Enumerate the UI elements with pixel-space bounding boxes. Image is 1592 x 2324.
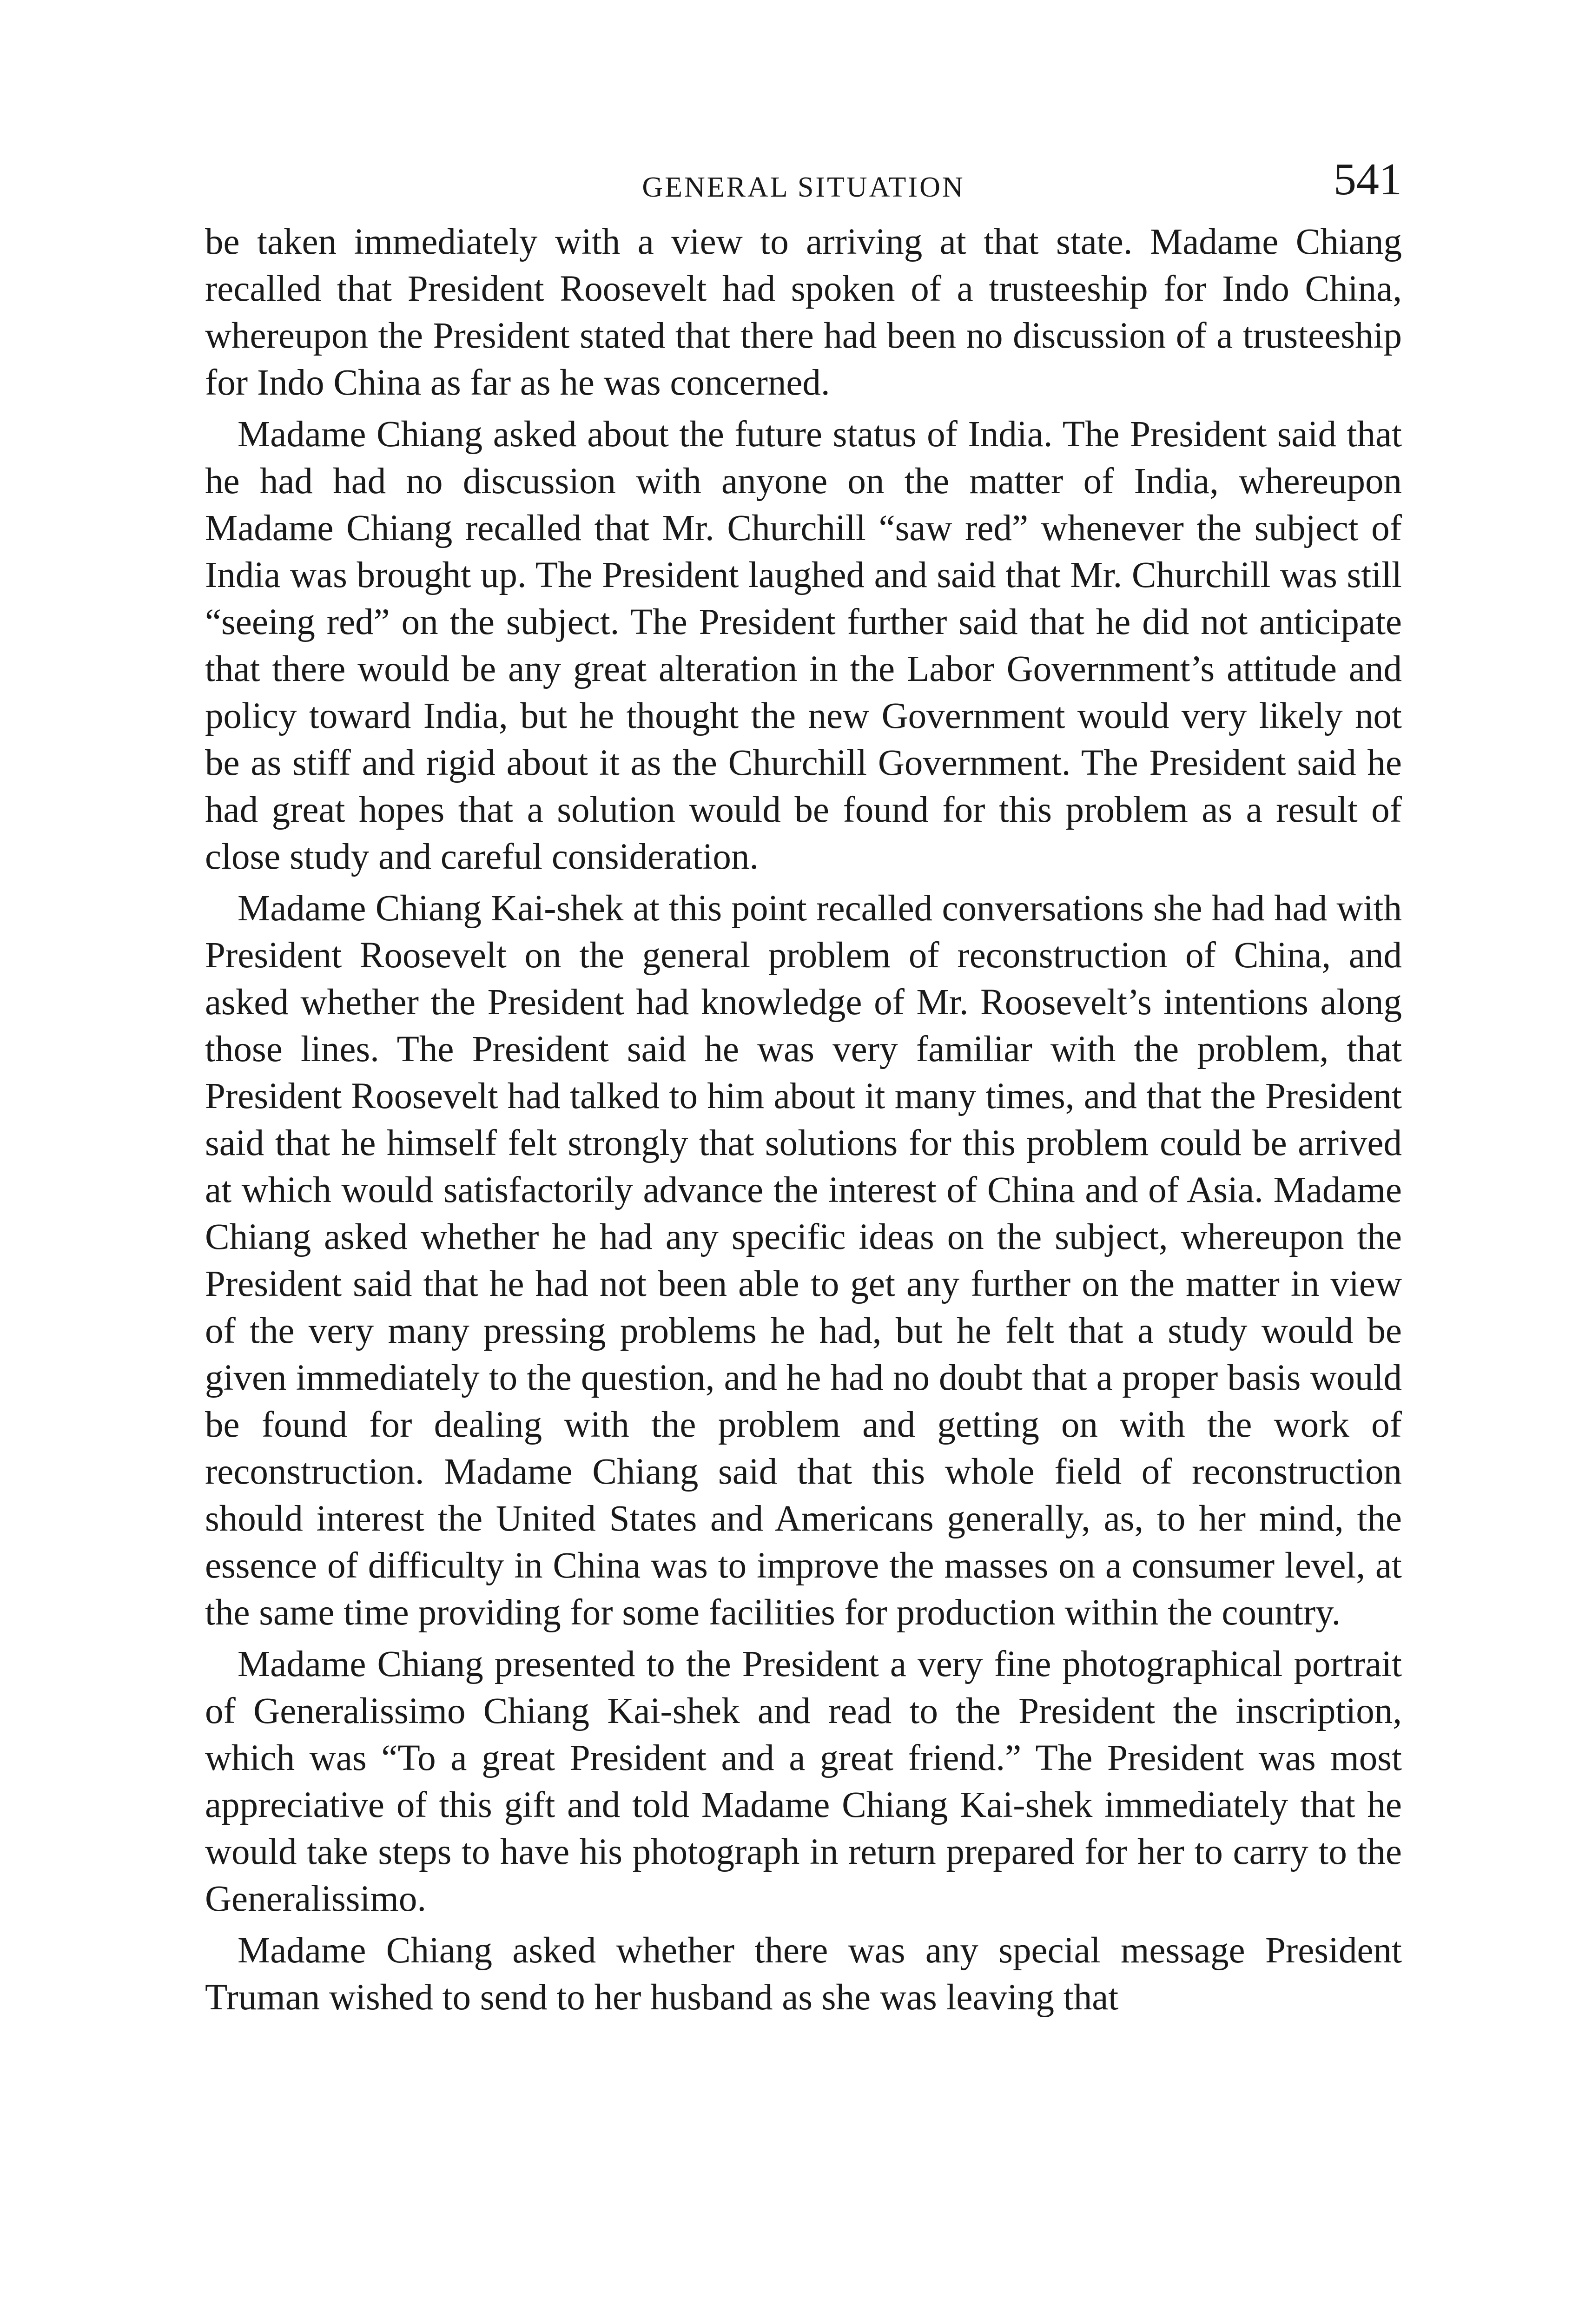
running-title: GENERAL SITUATION (642, 172, 965, 203)
paragraph-portrait: Madame Chiang presented to the President a very fine photographical portrait of Generalissimo Chiang Kai-shek and read to the President the inscription, which was “To a great President and a great friend.” The President was most appreciative of this gift and told Madame Chiang Kai-shek immediately that he would take steps to have his photograph in return prepared for her to carry to the Generalissimo. (205, 1644, 1402, 1919)
page-number: 541 (1334, 154, 1402, 205)
paragraph-india: Madame Chiang asked about the future status of India. The President said that he had had no discussion with anyone on the matter of India, whereupon Madame Chiang recalled that Mr. Churchill “saw red” whenever the subject of India was brought up. The President laughed and said that Mr. Churchill was still “seeing red” on the subject. The President further said that he did not anticipate that there would be any great alteration in the Labor Government’s attitude and policy toward India, but he thought the new Government would very likely not be as stiff and rigid about it as the Churchill Government. The President said he had great hopes that a solution would be found for this problem as a result of close study and careful consideration. (205, 414, 1402, 877)
paragraph-message: Madame Chiang asked whether there was any special message President Truman wished to send to her husband as she was leaving that (205, 1930, 1402, 2018)
body-text (205, 218, 1402, 2021)
paragraph-continued: be taken immediately with a view to arriving at that state. Madame Chiang recalled that President Roosevelt had spoken of a trusteeship for Indo China, whereupon the President stated that there had been no discussion of a trusteeship for Indo China as far as he was concerned. (205, 222, 1402, 403)
document-page (205, 153, 1402, 2026)
paragraph-reconstruction: Madame Chiang Kai-shek at this point recalled conversations she had had with President Roosevelt on the general problem of reconstruction of China, and asked whether the President had knowledge of Mr. Roosevelt’s intentions along those lines. The President said he was very familiar with the problem, that President Roosevelt had talked to him about it many times, and that the President said that he himself felt strongly that solutions for this problem could be arrived at which would satisfactorily advance the interest of China and of Asia. Madame Chiang asked whether he had any specific ideas on the subject, whereupon the President said that he had not been able to get any further on the matter in view of the very many pressing problems he had, but he felt that a study would be given immediately to the question, and he had no doubt that a proper basis would be found for dealing with the problem and getting on with the work of reconstruction. Madame Chiang said that this whole field of reconstruction should interest the United States and Americans generally, as, to her mind, the essence of difficulty in China was to improve the masses on a consumer level, at the same time providing for some facilities for production within the country. (205, 888, 1402, 1633)
running-head (205, 153, 1402, 218)
